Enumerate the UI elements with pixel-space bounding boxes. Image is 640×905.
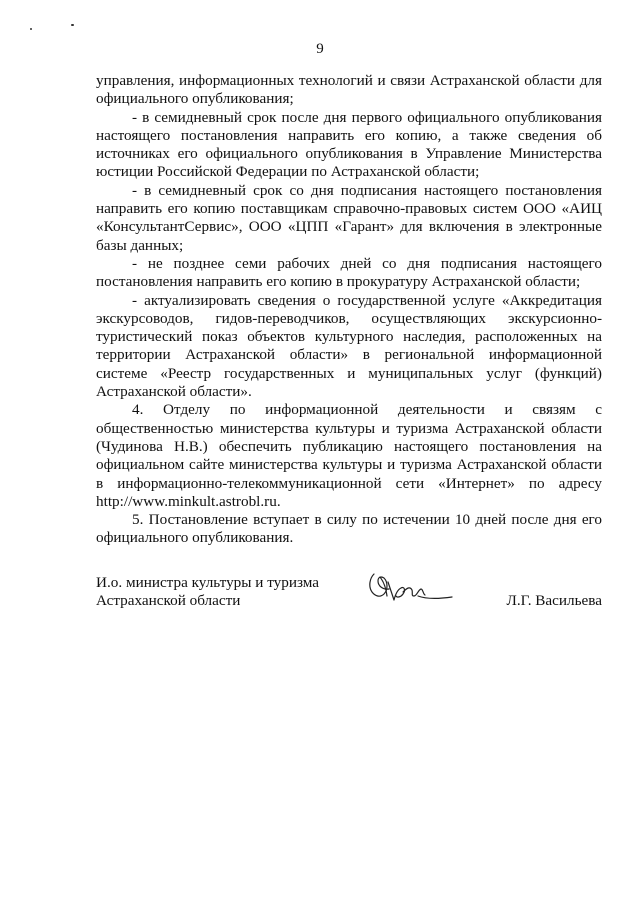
signer-title-region: Астраханской области: [96, 592, 241, 609]
scan-speck: [71, 24, 74, 26]
paragraph-item-send-copy-justice: - в семидневный срок после дня первого официального опубликования настоящего постановления направить его копию, а также сведения об источниках его официального опубликования в Управление Министерства юстиции Российской Федерации по Астраханской области;: [96, 108, 602, 181]
scan-speck: [30, 28, 32, 30]
page-number: 9: [316, 41, 324, 57]
paragraph-continuation: управления, информационных технологий и связи Астраханской области для официального опубликования;: [96, 72, 602, 108]
signature-block: [96, 574, 602, 624]
paragraph-item-update-registry: - актуализировать сведения о государственной услуге «Аккредитация экскурсоводов, гидов-переводчиков, осуществляющих экскурсионно-туристический показ объектов культурного наследия, расположенных на территории Астраханской области» в региональной информационной системе «Реестр государственных и муниципальных услуг (функций) Астраханской области».: [96, 291, 602, 401]
document-body: [96, 72, 602, 548]
paragraph-item-send-copy-prosecutor: - не позднее семи рабочих дней со дня подписания настоящего постановления направить его копию в прокуратуру Астраханской области;: [96, 254, 602, 291]
signer-title: И.о. министра культуры и туризма: [96, 574, 319, 591]
paragraph-point-4: 4. Отделу по информационной деятельности и связям с общественностью министерства культуры и туризма Астраханской области (Чудинова Н.В.) обеспечить публикацию настоящего постановления на официальном сайте министерства культуры и туризма Астраханской области в информационно-телекоммуникационной сети «Интернет» по адресу http://www.minkult.astrobl.ru.: [96, 401, 602, 510]
signer-name: Л.Г. Васильева: [506, 592, 602, 609]
paragraph-point-5: 5. Постановление вступает в силу по истечении 10 дней после дня его официального опубликования.: [96, 511, 602, 547]
paragraph-item-send-copy-providers: - в семидневный срок со дня подписания настоящего постановления направить его копию поставщикам справочно-правовых систем ООО «АИЦ «КонсультантСервис», ООО «ЦПП «Гарант» для включения в электронные базы данных;: [96, 181, 602, 254]
handwritten-signature: [366, 568, 456, 610]
